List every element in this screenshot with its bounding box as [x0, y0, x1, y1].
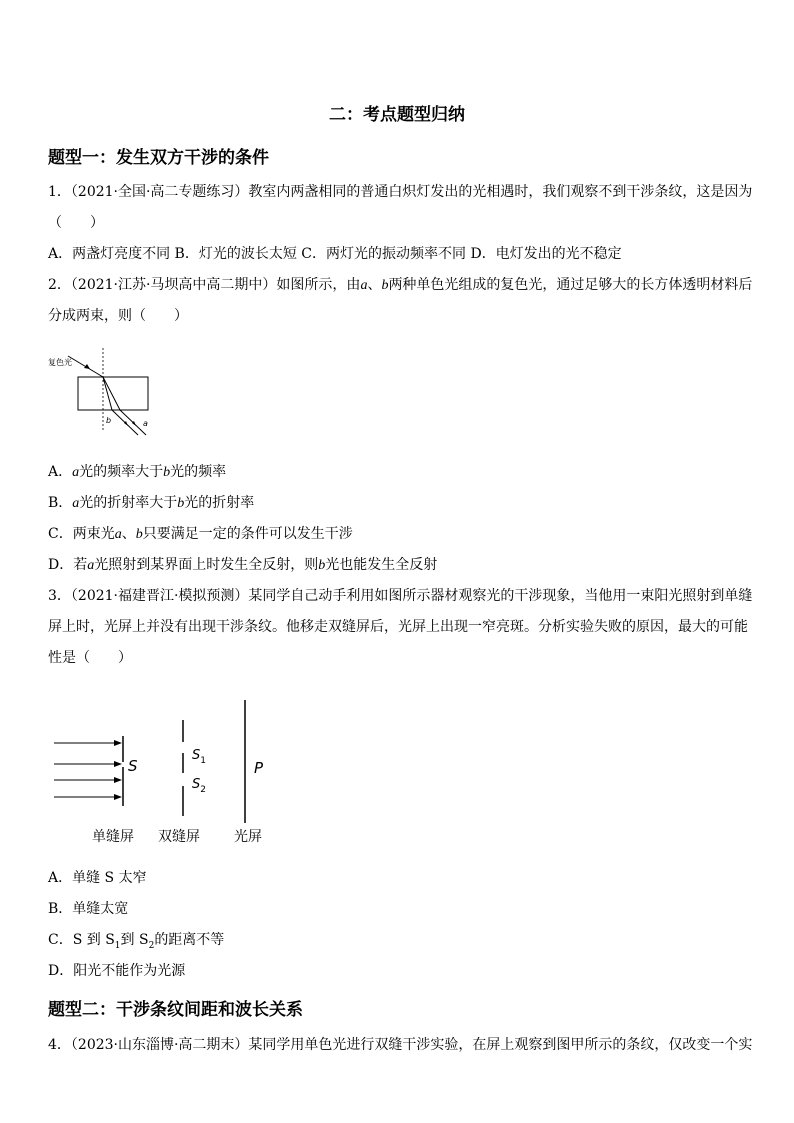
- q4-line1: 4．（2023·山东淄博·高二期末）某同学用单色光进行双缝干涉实验，在屏上观察到图甲所示的条纹，仅改变一个实: [48, 1037, 753, 1053]
- q2-optB-prefix: B．: [48, 495, 73, 511]
- q2-optC-mid: 、: [121, 526, 136, 542]
- label-S: S: [128, 757, 138, 775]
- label-S2: $S_2$: [192, 777, 206, 795]
- var-a: a: [360, 278, 368, 293]
- var-b: b: [381, 278, 389, 293]
- q2-option-d: [48, 554, 437, 574]
- q3-double-slit-figure: [50, 698, 280, 848]
- q3-optC-post: 的距离不等: [154, 932, 225, 948]
- q2-optD-mid: 光照射到某界面上时发生全反射，则: [94, 557, 319, 573]
- ray-b-inside: [103, 377, 112, 410]
- label-b: b: [106, 416, 112, 425]
- q3-option-d: D．阳光不能作为光源: [48, 963, 186, 979]
- q3-line3: 性是（ ）: [48, 650, 132, 666]
- q3-optC-pre: C．S 到 S: [48, 932, 115, 948]
- q1-line2: （ ）: [48, 215, 104, 231]
- q3-option-a: A．单缝 S 太窄: [48, 870, 147, 886]
- q2-optC-prefix: C．两束光: [48, 526, 115, 542]
- q2-line1-c: 两种单色光组成的复色光，通过足够大的长方体透明材料后: [388, 277, 753, 293]
- q3-option-b: B．单缝太宽: [48, 901, 129, 917]
- label-P: P: [254, 759, 264, 777]
- q2-optB-var2: b: [177, 496, 185, 511]
- q2-optA-prefix: A．: [48, 464, 73, 480]
- q2-option-b: [48, 492, 254, 512]
- q2-line2: 分成两束，则（ ）: [48, 308, 188, 324]
- q2-optA-mid: 光的频率大于: [79, 464, 164, 480]
- q2-option-a: [48, 461, 226, 481]
- section1-heading: 题型一：发生双方干涉的条件: [48, 148, 269, 168]
- q2-line1-b: 、: [367, 277, 382, 293]
- q3-option-c: [48, 929, 224, 951]
- q2-line1-a: 2．（2021·江苏·马坝高中高二期中）如图所示，由: [48, 277, 361, 293]
- incident-label: 复色光: [48, 358, 72, 367]
- q2-optA-var1: a: [72, 465, 80, 480]
- q2-optB-var1: a: [72, 496, 80, 511]
- q3-line2: 屏上时，光屏上并没有出现干涉条纹。他移走双缝屏后，光屏上出现一窄亮斑。分析实验失败的原因，最大的可能: [48, 619, 748, 635]
- q1-options: A．两盏灯亮度不同 B．灯光的波长太短 C．两灯光的振动频率不同 D．电灯发出的光不稳定: [48, 246, 622, 262]
- q3-optC-sub2: 2: [148, 940, 155, 951]
- q2-optA-var2: b: [163, 465, 171, 480]
- q2-optD-prefix: D．若: [48, 557, 88, 573]
- q2-optB-mid: 光的折射率大于: [79, 495, 178, 511]
- q2-line1: [48, 274, 752, 294]
- q2-refraction-figure: [48, 340, 168, 440]
- page-title: 二：考点题型归纳: [329, 105, 465, 125]
- transparent-block: [78, 377, 148, 410]
- q2-optD-var1: a: [87, 558, 95, 573]
- ray-a-inside: [103, 377, 120, 410]
- label-a: a: [143, 419, 148, 428]
- label-double-slit: 双缝屏: [158, 829, 200, 845]
- q2-optC-var1: a: [114, 527, 122, 542]
- incoming-light-arrows: [54, 740, 122, 800]
- q3-line1: 3．（2021·福建晋江·模拟预测）某同学自己动手利用如图所示器材观察光的干涉现象，当他用一束阳光照射到单缝: [48, 588, 753, 604]
- q2-option-c: [48, 523, 353, 543]
- label-single-slit: 单缝屏: [92, 829, 134, 845]
- q2-optA-suffix: 光的频率: [170, 464, 227, 480]
- q2-optB-suffix: 光的折射率: [184, 495, 255, 511]
- section2-heading: 题型二：干涉条纹间距和波长关系: [48, 1000, 303, 1020]
- q2-optD-var2: b: [318, 558, 326, 573]
- label-S1: $S_1$: [192, 748, 206, 766]
- q3-optC-mid: 到 S: [120, 932, 149, 948]
- q1-line1: 1．（2021·全国·高二专题练习）教室内两盏相同的普通白炽灯发出的光相遇时，我们观察不到干涉条纹，这是因为: [48, 184, 753, 200]
- label-screen: 光屏: [234, 829, 262, 845]
- q2-optC-var2: b: [135, 527, 143, 542]
- q3-optC-sub1: 1: [114, 940, 121, 951]
- q2-optD-suffix: 光也能发生全反射: [325, 557, 438, 573]
- q2-optC-suffix: 只要满足一定的条件可以发生干涉: [142, 526, 353, 542]
